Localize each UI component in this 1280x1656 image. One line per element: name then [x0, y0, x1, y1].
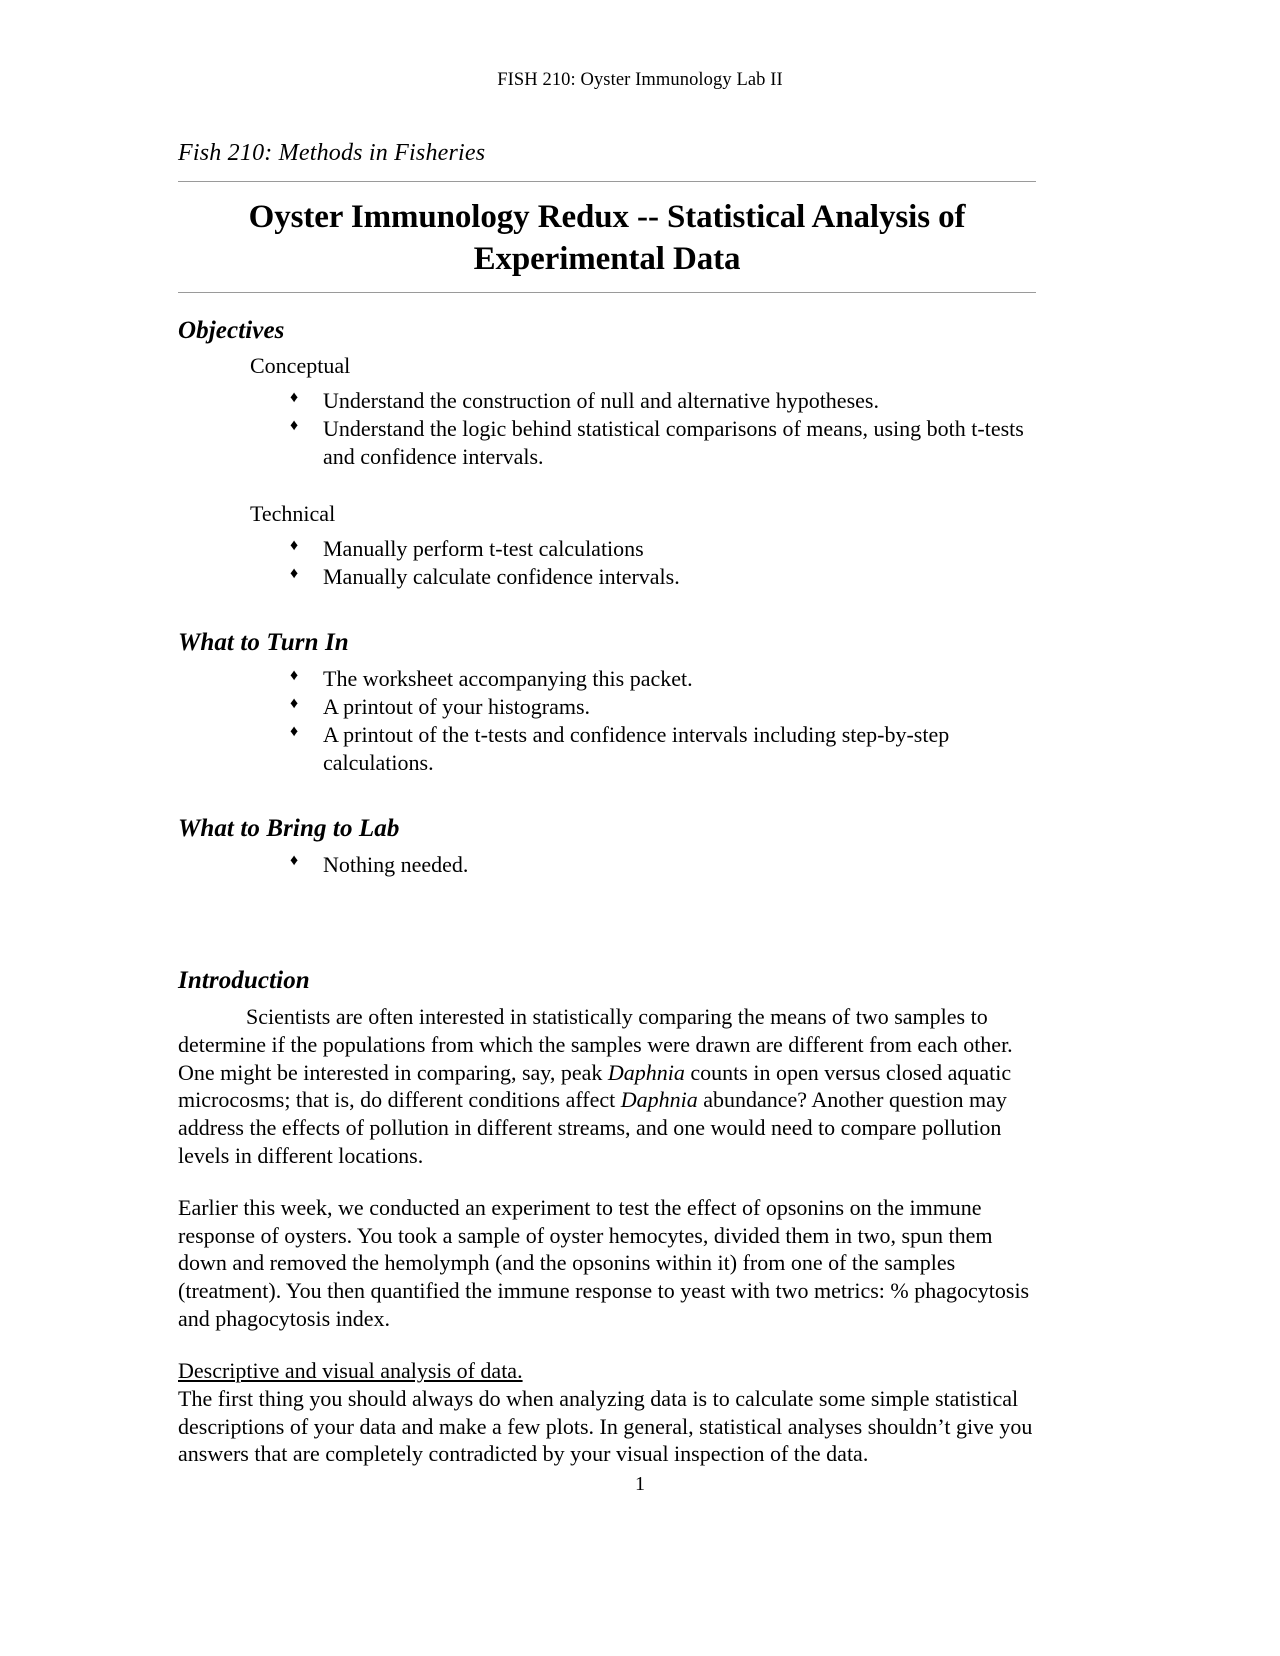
- section-heading-introduction: Introduction: [178, 966, 310, 994]
- paragraph-text-run: abundance? Another question may address the effects of pollution in different streams, and one would need to compare pollution levels in different locations.: [178, 1087, 1007, 1168]
- running-header: FISH 210: Oyster Immunology Lab II: [497, 70, 783, 90]
- diamond-bullet-icon: ♦: [290, 694, 299, 712]
- list-item-label: Understand the construction of null and alternative hypotheses.: [323, 388, 879, 414]
- page-number: 1: [635, 1473, 645, 1495]
- scientific-name-daphnia: Daphnia: [607, 1059, 685, 1085]
- list-item-label: A printout of your histograms.: [323, 694, 591, 720]
- what-to-bring-list: [178, 851, 1036, 879]
- list-item-label: Understand the logic behind statistical comparisons of means, using both t-tests and confidence intervals.: [323, 416, 1024, 470]
- introduction-paragraph-1: [178, 1003, 1036, 1170]
- objectives-conceptual-list: [178, 387, 1036, 471]
- what-to-turn-in-list: [178, 665, 1036, 777]
- scientific-name-daphnia: Daphnia: [620, 1087, 698, 1113]
- list-item: [178, 721, 1036, 777]
- diamond-bullet-icon: ♦: [290, 536, 299, 554]
- diamond-bullet-icon: ♦: [290, 852, 299, 870]
- list-item: [178, 665, 1036, 693]
- title-rule-top: [178, 181, 1036, 182]
- objectives-technical-list: [178, 535, 1036, 591]
- paragraph-text-run: Scientists are often interested in statistically comparing the means of two samples to determine if the populations from which the samples were drawn are different from each other. One might be interested in comparing, say, peak: [178, 1003, 1013, 1085]
- objectives-group-label-technical: Technical: [250, 501, 336, 527]
- diamond-bullet-icon: ♦: [290, 666, 299, 684]
- list-item: [178, 563, 1036, 591]
- section-heading-what-to-turn-in: What to Turn In: [178, 629, 349, 657]
- list-item-label: The worksheet accompanying this packet.: [323, 666, 693, 692]
- spacer: [178, 293, 1036, 317]
- introduction-paragraph-3: The first thing you should always do when analyzing data is to calculate some simple statistical descriptions of your data and make a few plots. In general, statistical analyses shouldn’t give you answers that are completely contradicted by your visual inspection of the data.: [178, 1385, 1033, 1467]
- course-line: Fish 210: Methods in Fisheries: [178, 140, 486, 166]
- spacer: [178, 943, 1036, 967]
- diamond-bullet-icon: ♦: [290, 722, 299, 740]
- spacer: [178, 591, 1036, 629]
- list-item: [178, 693, 1036, 721]
- list-item-label: Manually calculate confidence intervals.: [323, 564, 680, 590]
- spacer: [178, 657, 1036, 665]
- spacer: [178, 471, 1036, 501]
- list-item: [178, 535, 1036, 563]
- list-item-label: Manually perform t-test calculations: [323, 536, 644, 562]
- diamond-bullet-icon: ♦: [290, 416, 299, 434]
- introduction-paragraph-2: Earlier this week, we conducted an experiment to test the effect of opsonins on the immune response of oysters. You took a sample of oyster hemocytes, divided them in two, spun them down and removed the hemolymph (and the opsonins within it) from one of the samples (treatment). You then quantified the immune response to yeast with two metrics: % phagocytosis and phagocytosis index.: [178, 1194, 1030, 1332]
- document-content: [178, 140, 1036, 1468]
- spacer: [178, 879, 1036, 943]
- spacer: [178, 1170, 1036, 1194]
- list-item: [178, 387, 1036, 415]
- paragraph-text-run: counts in open versus closed aquatic microcosms; that is, do different conditions affect: [178, 1059, 1012, 1113]
- list-item: [178, 851, 1036, 879]
- spacer: [178, 1333, 1036, 1357]
- subheading-descriptive-and-visual-analysis: Descriptive and visual analysis of data.: [178, 1357, 523, 1383]
- list-item: [178, 415, 1036, 471]
- page-title: Oyster Immunology Redux -- Statistical Analysis of Experimental Data: [248, 199, 966, 278]
- spacer: [178, 843, 1036, 851]
- list-item-label: Nothing needed.: [323, 851, 469, 877]
- spacer: [178, 379, 1036, 387]
- spacer: [178, 527, 1036, 535]
- spacer: [178, 777, 1036, 815]
- list-item-label: A printout of the t-tests and confidence intervals including step-by-step calculations.: [323, 722, 950, 775]
- diamond-bullet-icon: ♦: [290, 388, 299, 406]
- diamond-bullet-icon: ♦: [290, 564, 299, 582]
- section-heading-what-to-bring-to-lab: What to Bring to Lab: [178, 814, 400, 842]
- spacer: [178, 995, 1036, 1003]
- spacer: [178, 345, 1036, 353]
- objectives-group-label-conceptual: Conceptual: [250, 353, 351, 379]
- section-heading-objectives: Objectives: [178, 317, 285, 345]
